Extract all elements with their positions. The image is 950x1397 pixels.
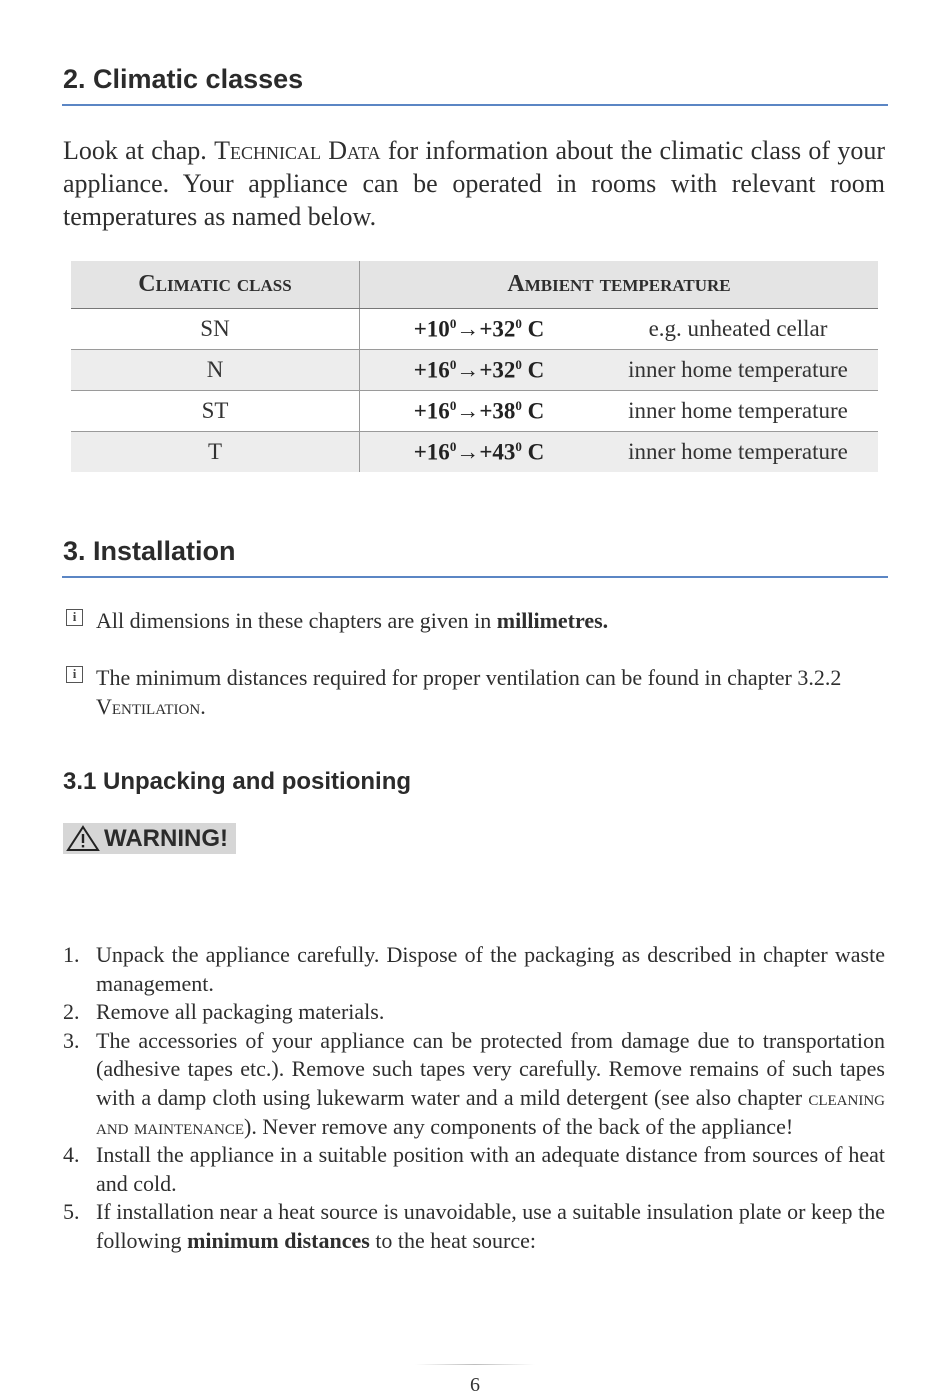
- table-header-row: [71, 261, 878, 309]
- table-row: [71, 309, 878, 350]
- table-row: [71, 391, 878, 432]
- note-cell: inner home temperature: [598, 432, 878, 473]
- list-item: 3. The accessories of your appliance can be protected from damage due to transportation (adhesive tapes etc.). Remove such tapes very carefully. Remove remains of such tapes with a damp cloth using lukewarm water and a mild detergent (see also chapter cleaning and maintenance). Never remove any components of the back of the appliance!: [63, 1027, 885, 1139]
- table-row: [71, 432, 878, 473]
- class-cell: N: [71, 350, 360, 391]
- intro-text-after: for information about the climatic class of your appliance. Your appliance can be operated in rooms with relevant room temperatures as named below.: [63, 136, 885, 231]
- subsection-heading-unpacking: 3.1 Unpacking and positioning: [63, 768, 412, 795]
- list-item: 2. Remove all packaging materials.: [63, 999, 385, 1025]
- range-cell: $+16^0\to+38^0$ C: [360, 391, 599, 432]
- range-cell: $+16^0\to+43^0$ C: [360, 432, 599, 473]
- heading-rule: [62, 104, 888, 106]
- heading-rule: [62, 576, 888, 578]
- warning-triangle-icon: [66, 825, 100, 852]
- note-cell: inner home temperature: [598, 350, 878, 391]
- info-note-text: The minimum distances required for proper ventilation can be found in chapter 3.2.2 Ventilation.: [96, 665, 842, 719]
- range-cell: $+10^0\to+32^0$ C: [360, 309, 599, 350]
- page-number: 6: [470, 1374, 480, 1396]
- info-note-text: All dimensions in these chapters are given in millimetres.: [96, 608, 609, 633]
- warning-banner: [63, 823, 236, 854]
- list-item: 1. Unpack the appliance carefully. Dispose of the packaging as described in chapter waste management.: [63, 942, 885, 996]
- class-cell: ST: [71, 391, 360, 432]
- range-cell: $+16^0\to+32^0$ C: [360, 350, 599, 391]
- note-cell: e.g. unheated cellar: [598, 309, 878, 350]
- section-heading-climatic-classes: 2. Climatic classes: [63, 64, 304, 94]
- info-icon: i: [66, 609, 83, 626]
- col-header-ambient-temperature: Ambient temperature: [360, 261, 879, 309]
- list-item: 5. If installation near a heat source is unavoidable, use a suitable insulation plate or keep the following minimum distances to the heat source:: [63, 1199, 885, 1253]
- note-cell: inner home temperature: [598, 391, 878, 432]
- class-cell: T: [71, 432, 360, 473]
- technical-data-reference: Technical Data: [214, 136, 381, 165]
- class-cell: SN: [71, 309, 360, 350]
- millimetres-bold: millimetres.: [496, 608, 609, 633]
- climatic-intro-paragraph: [63, 134, 885, 233]
- ventilation-reference: Ventilation: [96, 694, 201, 719]
- unpacking-steps-list: [63, 941, 885, 1256]
- climatic-class-table: [71, 261, 878, 472]
- minimum-distances-bold: minimum distances: [187, 1227, 370, 1253]
- col-header-climatic-class: Climatic class: [71, 261, 360, 309]
- info-icon: i: [66, 666, 83, 683]
- section-heading-installation: 3. Installation: [63, 536, 236, 566]
- footer-divider: [415, 1364, 535, 1365]
- table-row: [71, 350, 878, 391]
- intro-text-before: Look at chap.: [63, 136, 215, 165]
- list-item: 4. Install the appliance in a suitable position with an adequate distance from sources of heat and cold.: [63, 1142, 885, 1196]
- cleaning-reference: cleaning and maintenance: [96, 1084, 885, 1139]
- warning-label: WARNING!: [104, 825, 228, 852]
